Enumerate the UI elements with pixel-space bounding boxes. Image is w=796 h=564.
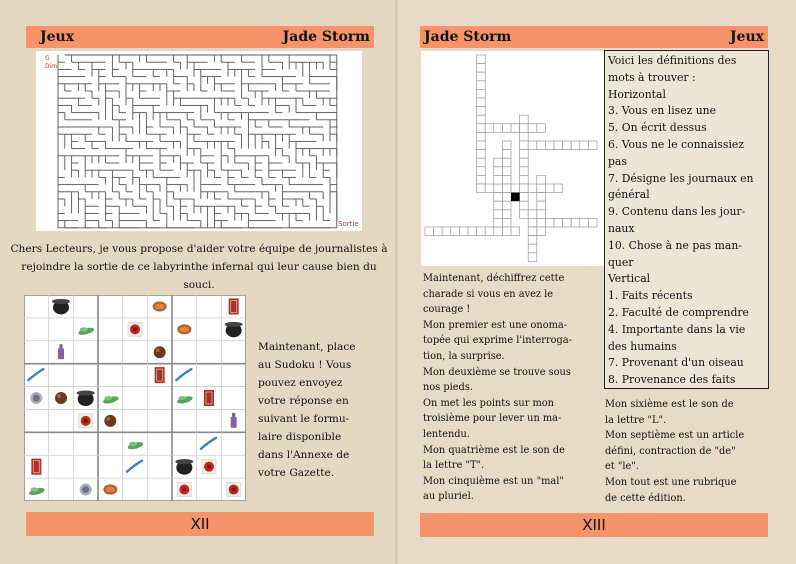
crossword-cell	[520, 141, 529, 150]
definition-line: général	[608, 188, 650, 202]
feather-icon	[201, 438, 216, 449]
crossword-cell	[477, 150, 486, 159]
right-header-section: Jeux	[729, 29, 764, 45]
crossword-cell	[494, 167, 503, 176]
definition-line: 2. Faculté de comprendre	[608, 305, 749, 319]
crossword-cell	[477, 107, 486, 116]
definition-line: quer	[608, 255, 634, 269]
charade-line: au pluriel.	[423, 491, 474, 503]
crossword-cell	[580, 218, 589, 227]
definition-line: Voici les définitions des	[608, 54, 737, 67]
left-header-magazine: Jade Storm	[282, 29, 370, 45]
crossword-cell	[537, 184, 546, 193]
sudoku-line: suivant le formu-	[258, 413, 350, 425]
crossword-cell	[451, 227, 460, 236]
crossword-cell	[537, 201, 546, 210]
crossword-cell	[528, 218, 537, 227]
crossword-cell	[537, 210, 546, 219]
crossword-cell	[425, 227, 434, 236]
crossword-cell	[485, 227, 494, 236]
crossword-cell	[528, 141, 537, 150]
charade-line: courage !	[423, 304, 471, 316]
crossword-cell	[520, 210, 529, 219]
crossword-cell	[588, 141, 597, 150]
crossword-cell	[494, 193, 503, 202]
crossword-cell	[477, 72, 486, 81]
crossword-cell	[537, 124, 546, 133]
charade-line: troisième pour lever un ma-	[423, 413, 562, 425]
crossword-cell	[528, 124, 537, 133]
crossword-cell	[520, 184, 529, 193]
charade-line: la lettre "T".	[423, 460, 485, 472]
intro-line: rejoindre la sortie de ce labyrinthe infernal qui leur cause bien du	[21, 261, 377, 273]
definition-line: 9. Contenu dans les jour-	[608, 205, 746, 219]
card-icon	[155, 367, 165, 383]
crossword-cell	[502, 124, 511, 133]
definition-line: 1. Faits récents	[608, 289, 693, 303]
crossword-cell	[528, 184, 537, 193]
crossword-cell	[520, 115, 529, 124]
maze-puzzle	[36, 51, 362, 231]
cauldron-icon	[77, 391, 95, 407]
herb-icon	[78, 326, 95, 336]
crossword-cell	[520, 124, 529, 133]
crossword-cell	[520, 150, 529, 159]
crossword-cell	[545, 184, 554, 193]
crossword-cell	[502, 175, 511, 184]
potion-icon	[231, 413, 237, 428]
crossword-cell	[537, 227, 546, 236]
right-header-magazine: Jade Storm	[424, 29, 512, 45]
charade-line: Mon sixième est le son de	[605, 399, 734, 410]
crossword-cell	[537, 175, 546, 184]
charade-line: Mon deuxième se trouve sous	[423, 366, 571, 378]
definition-line: pas	[608, 154, 627, 168]
ball-icon	[80, 484, 92, 496]
crossword-cell	[511, 227, 520, 236]
maze-start-label: G	[45, 55, 50, 62]
definition-line: Horizontal	[608, 87, 666, 101]
sudoku-line: votre Gazette.	[258, 467, 335, 479]
crossword-cell	[502, 150, 511, 159]
cookie-icon	[177, 324, 191, 334]
crossword-cell	[477, 158, 486, 167]
charade-line: topée qui exprime l'interroga-	[423, 335, 572, 347]
nut-icon	[55, 392, 67, 404]
charade-text-column-2	[605, 397, 775, 506]
herb-icon	[28, 487, 45, 497]
crossword-cell	[502, 184, 511, 193]
definition-line: 10. Chose à ne pas man-	[608, 238, 742, 252]
feather-icon	[127, 461, 142, 472]
crossword-cell	[520, 175, 529, 184]
crossword-cell	[520, 201, 529, 210]
crossword-cell	[477, 184, 486, 193]
crossword-cell	[502, 158, 511, 167]
crossword-cell	[502, 227, 511, 236]
crossword-cell	[494, 227, 503, 236]
sudoku-line: Maintenant, place	[258, 341, 356, 353]
maze-end-label: Sortie	[338, 220, 359, 228]
herb-icon	[102, 395, 119, 405]
crossword-cell	[494, 158, 503, 167]
crossword-cell	[511, 184, 520, 193]
charade-line: charade si vous en avez le	[423, 288, 554, 300]
crossword-cell	[502, 218, 511, 227]
ball-icon	[30, 392, 42, 404]
charade-text-column-1	[423, 271, 593, 505]
definition-line: mots à trouver :	[608, 70, 696, 84]
maze-intro-text	[6, 240, 392, 294]
charade-line: On met les points sur mon	[423, 397, 554, 409]
maze-walls	[58, 55, 337, 228]
charade-line: Mon premier est une onoma-	[423, 319, 568, 331]
crossword-cell	[554, 184, 563, 193]
right-page-number: XIII	[420, 513, 768, 537]
crossword-cell	[494, 210, 503, 219]
rose-icon	[202, 460, 216, 474]
crossword-cell	[494, 218, 503, 227]
crossword-cell	[511, 124, 520, 133]
crossword-cell	[477, 124, 486, 133]
crossword-cell	[494, 184, 503, 193]
crossword-cell	[528, 236, 537, 245]
charade-line: Mon tout est une rubrique	[605, 476, 737, 488]
sudoku-line: dans l'Annexe de	[258, 449, 350, 461]
charade-line: tion, la surprise.	[423, 350, 505, 362]
sudoku-instructions	[258, 338, 365, 482]
intro-line: souci.	[183, 279, 215, 291]
crossword-cell	[477, 175, 486, 184]
rose-icon	[177, 483, 191, 497]
herb-icon	[176, 395, 193, 405]
cookie-icon	[153, 301, 167, 311]
definition-line: 7. Désigne les journaux en	[608, 171, 754, 185]
charade-line: de cette édition.	[605, 492, 686, 504]
crossword-cell	[477, 167, 486, 176]
left-page	[0, 0, 396, 564]
crossword-cell	[537, 141, 546, 150]
rose-icon	[227, 483, 241, 497]
nut-icon	[104, 415, 116, 427]
crossword-cell	[571, 218, 580, 227]
definition-line: 7. Provenant d'un oiseau	[608, 356, 744, 370]
herb-icon	[127, 441, 144, 451]
feather-icon	[28, 369, 43, 380]
intro-line: Chers Lecteurs, je vous propose d'aider votre équipe de journalistes à	[10, 243, 388, 255]
definition-line: 8. Provenance des faits	[608, 373, 736, 387]
crossword-cell	[485, 184, 494, 193]
crossword-cell	[477, 81, 486, 90]
cookie-icon	[103, 485, 117, 495]
card-icon	[229, 298, 239, 314]
charade-line: défini, contraction de "de"	[605, 445, 736, 457]
crossword-definitions	[604, 50, 769, 389]
charade-line: Mon septième est un article	[605, 430, 745, 442]
crossword-cell	[545, 141, 554, 150]
crossword-cell	[502, 201, 511, 210]
charade-line: Maintenant, déchiffrez cette	[423, 273, 565, 284]
crossword-cell	[434, 227, 443, 236]
crossword-cell	[554, 218, 563, 227]
crossword-cell	[502, 141, 511, 150]
crossword-cell	[468, 227, 477, 236]
crossword-cell	[563, 218, 572, 227]
crossword-cell	[571, 141, 580, 150]
crossword-cell	[459, 227, 468, 236]
crossword-cell	[563, 141, 572, 150]
nut-icon	[154, 346, 166, 358]
definition-line: 3. Vous en lisez une	[608, 104, 716, 118]
charade-line: la lettre "L".	[605, 414, 667, 426]
sudoku-line: pouvez envoyez	[258, 377, 343, 389]
right-header-bar	[420, 26, 768, 48]
crossword-cell	[537, 193, 546, 202]
crossword-cell	[528, 244, 537, 253]
crossword-cell	[477, 89, 486, 98]
crossword-cell	[520, 132, 529, 141]
crossword-cell	[494, 175, 503, 184]
sudoku-line: votre réponse en	[258, 395, 349, 407]
crossword-cell	[520, 193, 529, 202]
maze-start-sub-label: Dim.	[45, 63, 60, 70]
definition-line: 6. Vous ne le connaissiez	[608, 137, 744, 151]
cauldron-icon	[225, 322, 243, 338]
potion-icon	[58, 344, 64, 359]
rose-icon	[79, 414, 93, 428]
crossword-cell	[528, 210, 537, 219]
crossword-cell	[528, 227, 537, 236]
crossword-grid	[421, 51, 604, 266]
crossword-cell	[442, 227, 451, 236]
sudoku-line: au Sudoku ! Vous	[258, 359, 352, 371]
sudoku-grid	[24, 295, 246, 501]
crossword-cell	[494, 201, 503, 210]
sudoku-line: laire disponible	[258, 431, 342, 443]
left-page-number: XII	[26, 512, 374, 536]
feather-icon	[176, 369, 191, 380]
crossword-cell	[580, 141, 589, 150]
crossword-cell	[477, 115, 486, 124]
crossword-cell	[502, 193, 511, 202]
rose-icon	[128, 322, 142, 336]
crossword-cell	[545, 218, 554, 227]
crossword-cell	[477, 141, 486, 150]
charade-line: lentendu.	[423, 428, 470, 440]
crossword-cell	[477, 227, 486, 236]
definition-line: 4. Importante dans la vie	[608, 322, 746, 336]
definition-line: naux	[608, 221, 635, 235]
crossword-cell	[502, 167, 511, 176]
crossword-black-cell	[511, 193, 520, 202]
crossword-cell	[477, 55, 486, 64]
crossword-cell	[477, 64, 486, 73]
crossword-cell	[477, 98, 486, 107]
crossword-cell	[528, 253, 537, 262]
crossword-cell	[485, 124, 494, 133]
crossword-cell	[477, 132, 486, 141]
left-header-section: Jeux	[40, 29, 75, 45]
card-icon	[31, 459, 41, 475]
charade-line: et "le".	[605, 461, 639, 473]
left-header-bar	[26, 26, 374, 48]
card-icon	[204, 390, 214, 406]
charade-line: Mon quatrième est le son de	[423, 444, 565, 456]
cauldron-icon	[52, 299, 70, 315]
charade-line: nos pieds.	[423, 382, 473, 394]
crossword-cell	[537, 218, 546, 227]
cauldron-icon	[175, 459, 193, 475]
definition-line: des humains	[608, 339, 677, 353]
crossword-cell	[554, 141, 563, 150]
definition-line: Vertical	[608, 272, 651, 286]
crossword-cell	[494, 124, 503, 133]
definition-line: 5. On écrit dessus	[608, 121, 707, 135]
crossword-cell	[588, 218, 597, 227]
charade-line: Mon cinquième est un "mal"	[423, 475, 564, 487]
crossword-cell	[520, 167, 529, 176]
crossword-cell	[502, 210, 511, 219]
crossword-cell	[520, 158, 529, 167]
